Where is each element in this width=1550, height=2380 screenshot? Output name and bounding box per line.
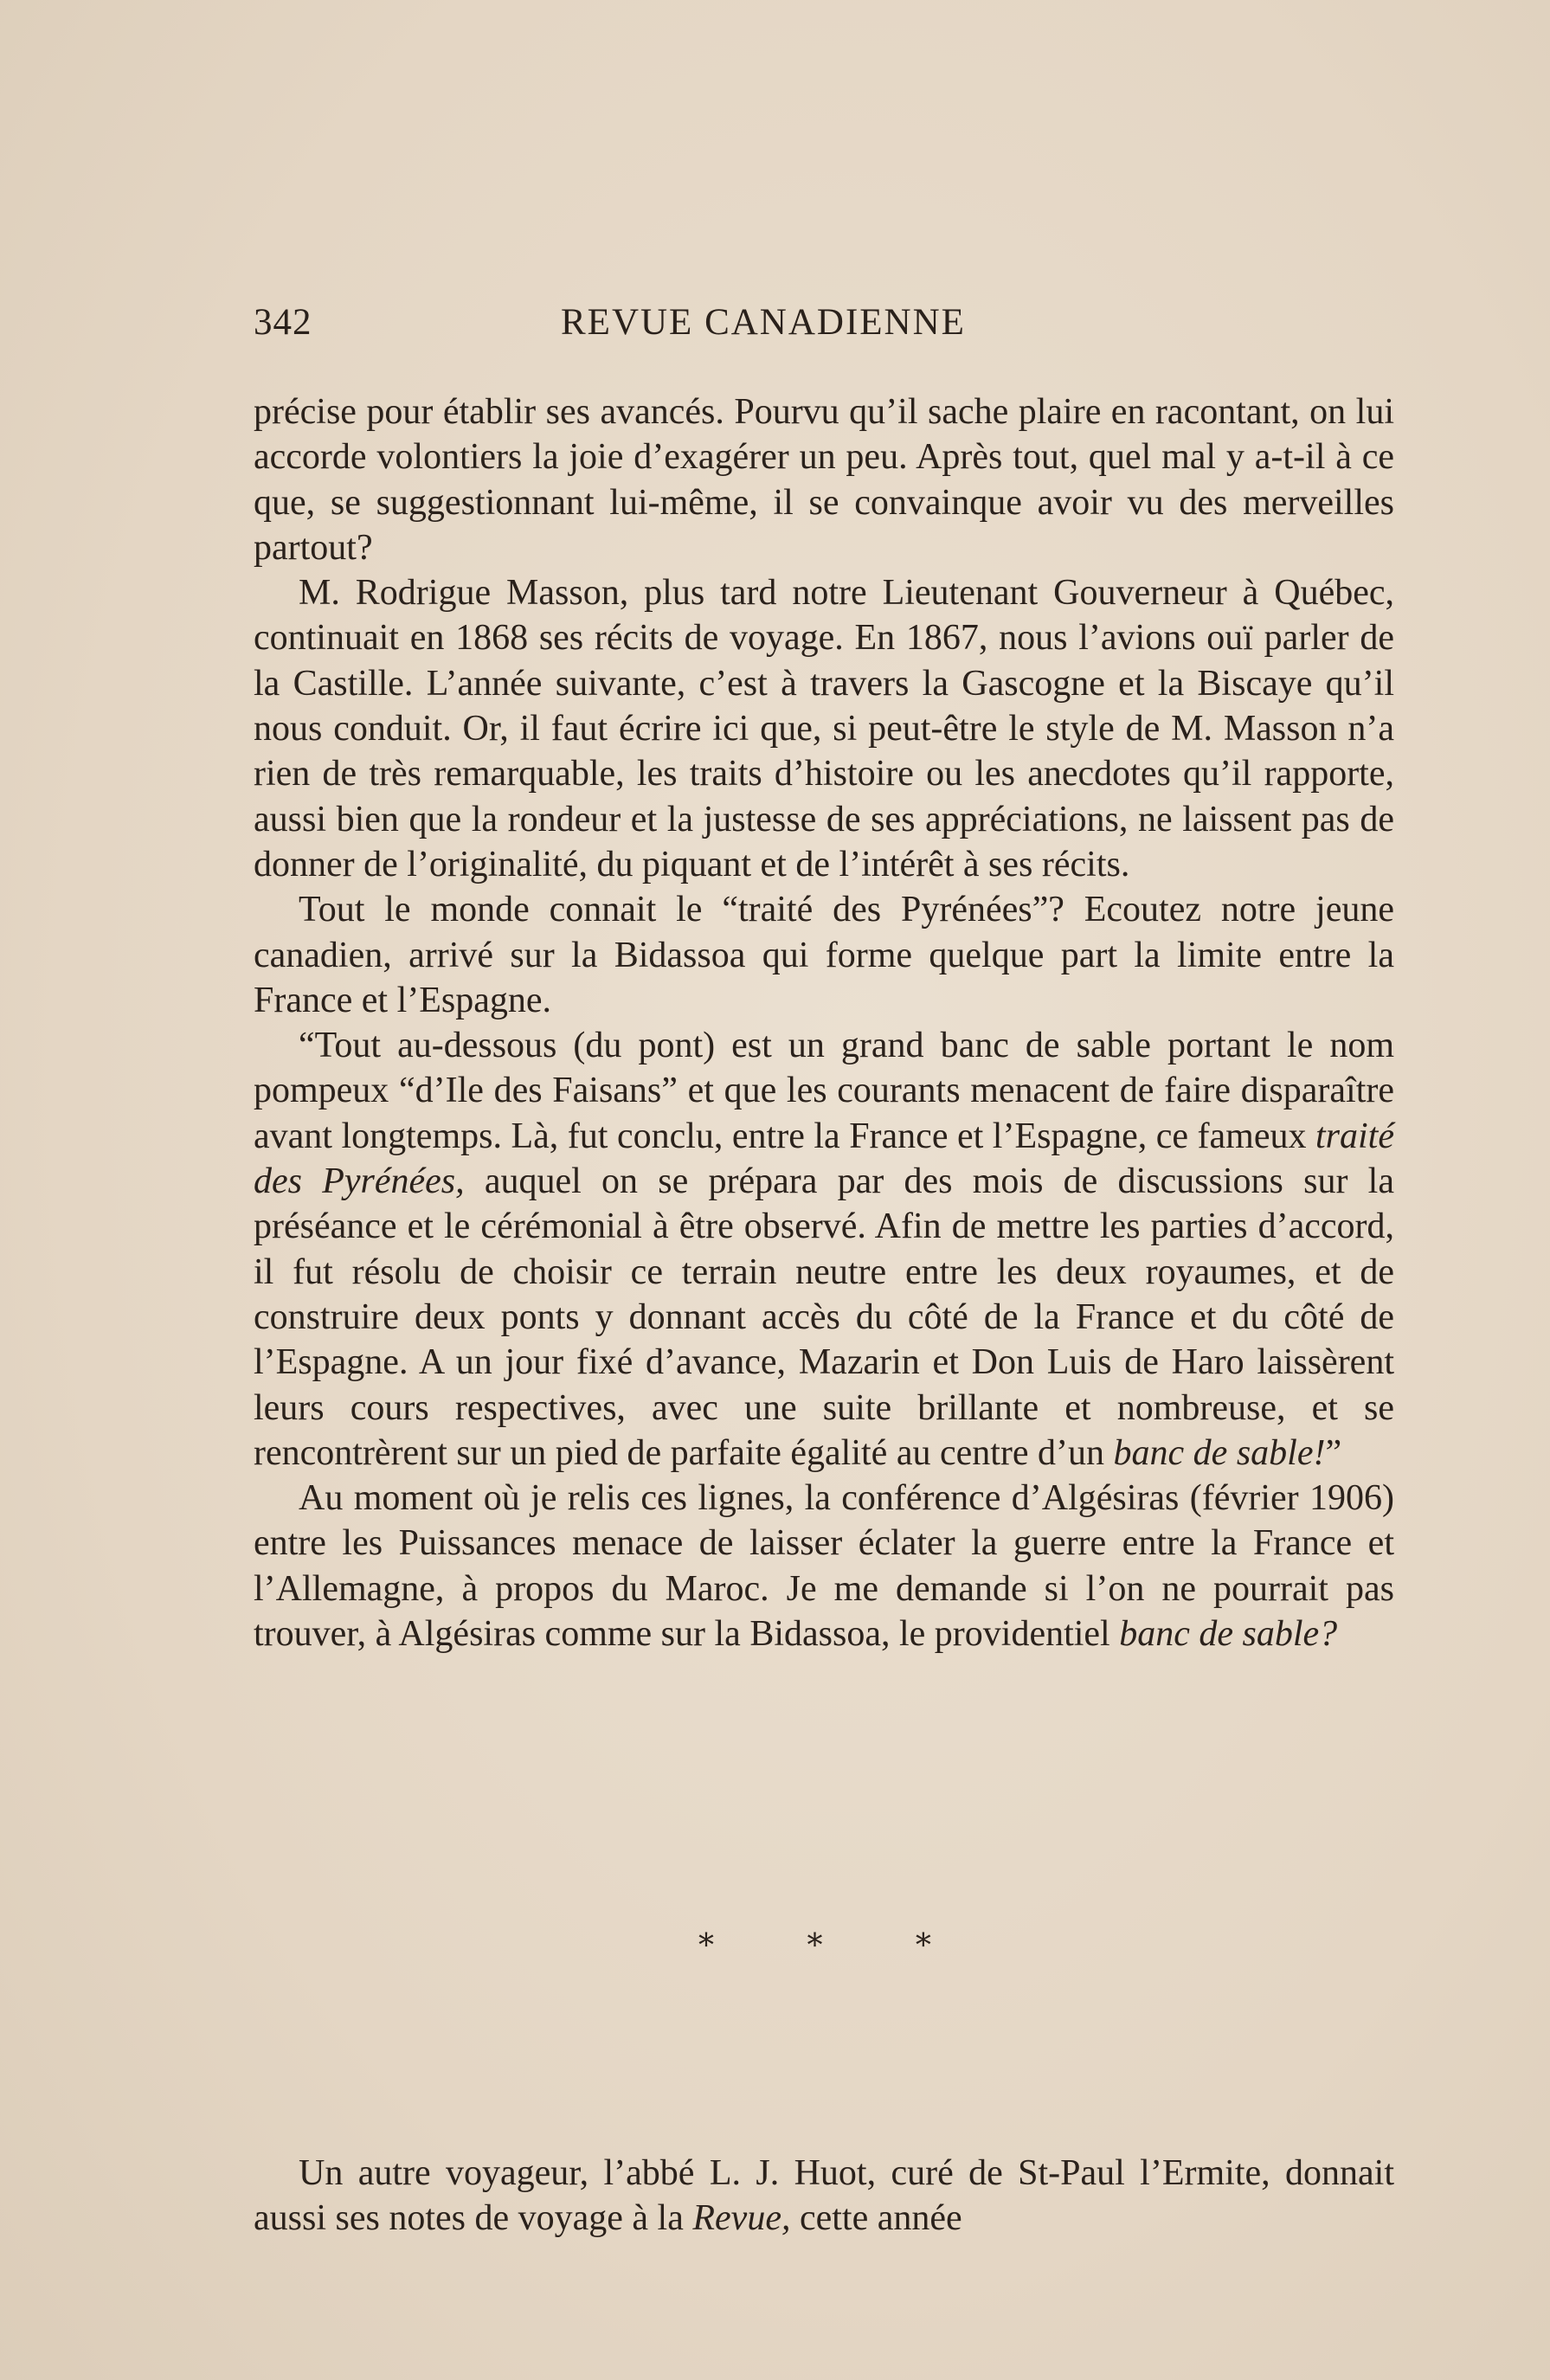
italic-journal-name: Revue,	[692, 2198, 791, 2239]
paragraph-closing	[254, 2151, 1394, 2242]
italic-title: traité des Pyrénées,	[254, 1116, 1394, 1202]
journal-title: REVUE CANADIENNE	[561, 302, 966, 343]
body-text	[254, 389, 1394, 1656]
paragraph-2	[254, 570, 1394, 887]
text-segment: Tout le monde connait le “traité des Pyrénées”? Ecoutez notre jeune canadien, arrivé sur la Bidassoa qui forme quelque part la limite entre la France et l’Espagne.	[254, 890, 1394, 1020]
running-head	[254, 301, 1054, 353]
text-segment: “Tout au-dessous (du pont) est un grand banc de sable portant le nom pompeux “d’Ile des Faisans” et que les courants menacent de faire disparaître avant longtemps. Là, fut conclu, entre la France et l’Espagne, ce fameux	[254, 1026, 1394, 1156]
italic-phrase: banc de sable?	[1119, 1614, 1338, 1655]
italic-phrase: banc de sable!	[1113, 1432, 1326, 1473]
closing-text	[254, 2151, 1394, 2242]
text-segment: auquel on se prépara par des mois de discussions sur la préséance et le cérémonial à être observé. Afin de mettre les parties d’accord, il fut résolu de choisir ce terrain neutre entre les deux royaumes, et de construire deux ponts y donnant accès du côté de la France et du côté de l’Espagne. A un jour fixé d’avance, Mazarin et Don Luis de Haro laissèrent leurs cours respectives, avec une suite brillante et nombreuse, et se rencontrèrent sur un pied de parfaite égalité au centre d’un	[254, 1161, 1394, 1473]
text-segment: cette année	[790, 2198, 962, 2239]
section-break-ornament: * * *	[698, 1928, 973, 1964]
paragraph-4-quotation	[254, 1023, 1394, 1476]
text-segment: M. Rodrigue Masson, plus tard notre Lieutenant Gouverneur à Québec, continuait en 1868 ses récits de voyage. En 1867, nous l’avions ouï parler de la Castille. L’année suivante, c’est à travers la Gascogne et la Biscaye qu’il nous conduit. Or, il faut écrire ici que, si peut-être le style de M. Masson n’a rien de très remarquable, les traits d’histoire ou les anecdotes qu’il rapporte, aussi bien que la rondeur et la justesse de ses appréciations, ne laissent pas de donner de l’originalité, du piquant et de l’intérêt à ses récits.	[254, 573, 1394, 884]
paragraph-1	[254, 389, 1394, 570]
text-segment: Au moment où je relis ces lignes, la conférence d’Algésiras (février 1906) entre les Puissances menace de laisser éclater la guerre entre la France et l’Allemagne, à propos du Maroc. Je me demande si l’on ne pourrait pas trouver, à Algésiras comme sur la Bidassoa, le providentiel	[254, 1478, 1394, 1655]
paragraph-5	[254, 1476, 1394, 1656]
text-segment: Un autre voyageur, l’abbé L. J. Huot, curé de St-Paul l’Ermite, donnait aussi ses notes de voyage à la	[254, 2153, 1394, 2239]
page-number: 342	[254, 302, 312, 343]
paragraph-3	[254, 887, 1394, 1023]
text-segment: ”	[1325, 1432, 1342, 1473]
text-segment: précise pour établir ses avancés. Pourvu qu’il sache plaire en racontant, on lui accorde volontiers la joie d’exagérer un peu. Après tout, quel mal y a-t-il à ce que, se suggestionnant lui-même, il se convainque avoir vu des merveilles partout?	[254, 392, 1394, 568]
